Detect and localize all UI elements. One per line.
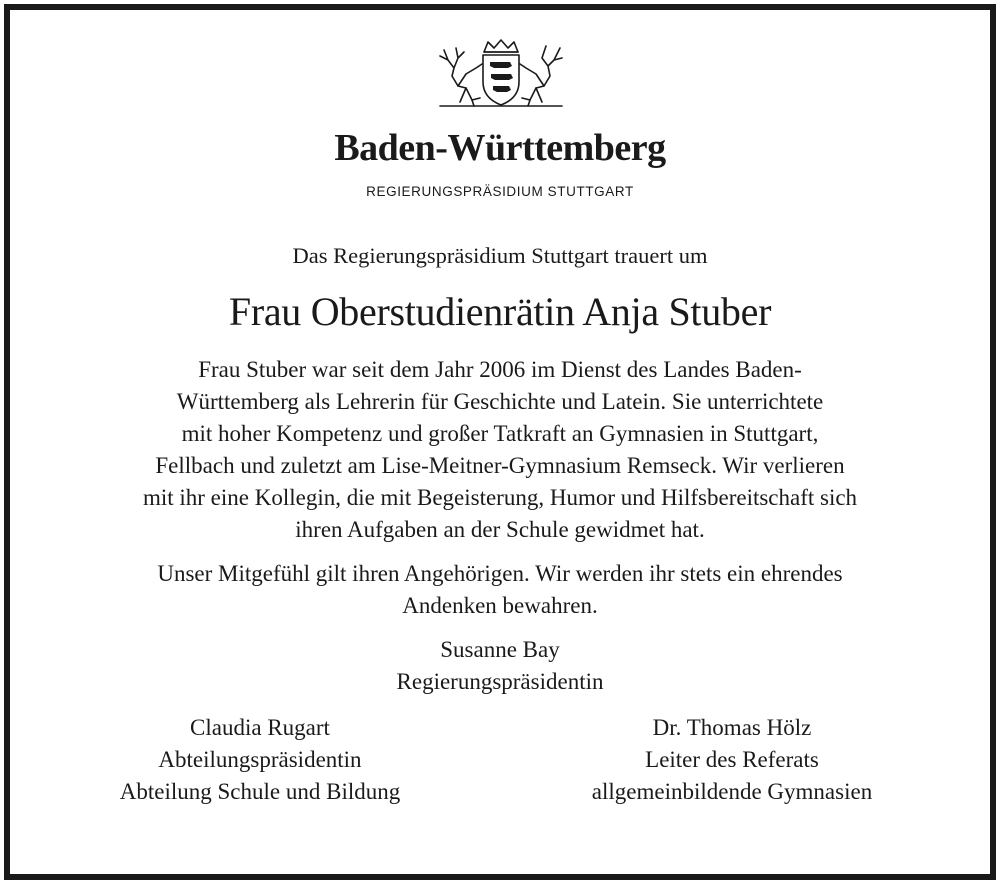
left-signatory-title: Abteilungspräsidentin — [158, 747, 362, 772]
office-subtitle: REGIERUNGSPRÄSIDIUM STUTTGART — [366, 184, 634, 199]
right-signatory-department: allgemeinbildende Gymnasien — [591, 779, 873, 804]
coat-of-arms-icon — [436, 38, 566, 108]
left-signatory — [60, 712, 460, 808]
condolence-line: Unser Mitgefühl gilt ihren Angehörigen. Wir werden ihr stets ein ehrendes — [157, 561, 843, 586]
right-signatory-name: Dr. Thomas Hölz — [652, 715, 812, 740]
brand-title: Baden-Württemberg — [334, 127, 666, 169]
paragraph-line: ihren Aufgaben an der Schule gewidmet hat. — [295, 517, 705, 542]
intro-text: Das Regierungspräsidium Stuttgart trauert um — [292, 243, 708, 268]
condolence-line: Andenken bewahren. — [402, 593, 598, 618]
paragraph-line: mit ihr eine Kollegin, die mit Begeisterung, Humor und Hilfsbereitschaft sich — [142, 485, 858, 510]
deceased-name: Frau Oberstudienrätin Anja Stuber — [228, 289, 772, 334]
paragraph-line: Fellbach und zuletzt am Lise-Meitner-Gymnasium Remseck. Wir verlieren — [155, 453, 845, 478]
left-signatory-name: Claudia Rugart — [190, 715, 330, 740]
right-signatory — [532, 712, 932, 808]
right-signatory-title: Leiter des Referats — [645, 747, 819, 772]
paragraph-line: mit hoher Kompetenz und großer Tatkraft an Gymnasien in Stuttgart, — [181, 421, 819, 446]
paragraph-line: Württemberg als Lehrerin für Geschichte und Latein. Sie unterrichtete — [176, 389, 824, 414]
main-signatory-title: Regierungspräsidentin — [396, 669, 604, 694]
paragraph-line: Frau Stuber war seit dem Jahr 2006 im Dienst des Landes Baden- — [198, 357, 802, 382]
left-signatory-department: Abteilung Schule und Bildung — [119, 779, 401, 804]
main-signatory-name: Susanne Bay — [440, 637, 560, 662]
